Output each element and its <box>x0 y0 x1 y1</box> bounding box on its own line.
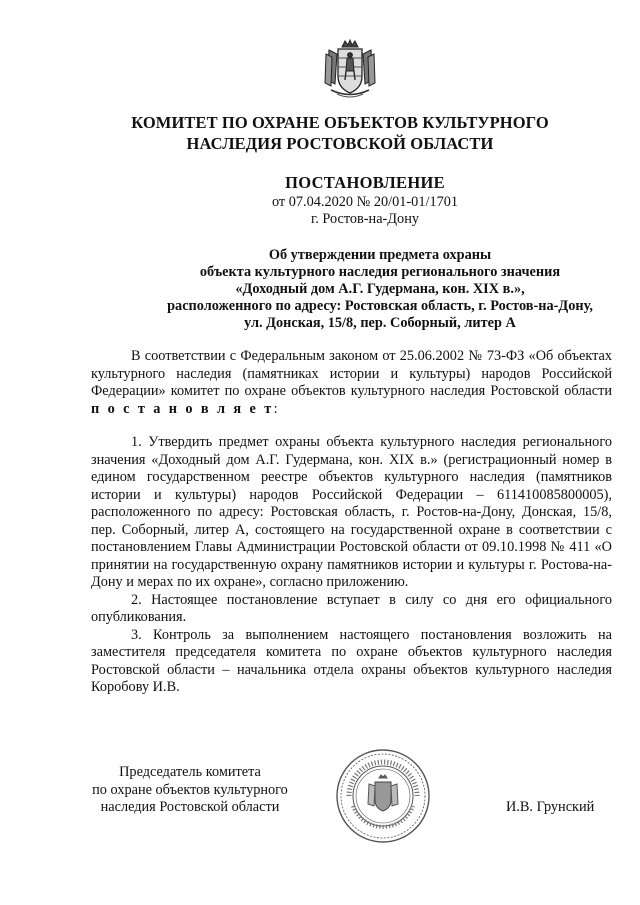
clause-2: 2. Настоящее постановление вступает в силу со дня его официального опубликования. <box>91 591 612 625</box>
agency-name-line2: НАСЛЕДИЯ РОСТОВСКОЙ ОБЛАСТИ <box>186 134 494 153</box>
agency-name-line1: КОМИТЕТ ПО ОХРАНЕ ОБЪЕКТОВ КУЛЬТУРНОГО <box>131 113 549 132</box>
signatory-name: И.В. Грунский <box>506 799 595 815</box>
signatory-title-line1: Председатель комитета <box>119 764 261 780</box>
signatory-title <box>90 764 290 817</box>
subject-line5: ул. Донская, 15/8, пер. Соборный, литер А <box>244 315 516 331</box>
document-date-number: от 07.04.2020 № 20/01-01/1701 <box>271 194 459 210</box>
preamble-colon: : <box>273 400 278 417</box>
clauses <box>91 434 612 697</box>
signatory-title-line3: наследия Ростовской области <box>100 799 280 815</box>
preamble-paragraph <box>91 348 612 418</box>
signatory-title-line2: по охране объектов культурного <box>92 781 288 798</box>
subject-line2: объекта культурного наследия регионального значения <box>199 264 561 280</box>
clause-3: 3. Контроль за выполнением настоящего постановления возложить на заместителя председателя комитета по охране объектов культурного наследия Ростовской области – начальника отдела охраны объектов культурного наследия Коробову И.В. <box>91 626 612 695</box>
document-type: ПОСТАНОВЛЕНИЕ <box>285 173 445 192</box>
decision-word: п о с т а н о в л я е т <box>91 400 274 417</box>
subject-line1: Об утверждении предмета охраны <box>268 247 492 263</box>
document-city: г. Ростов-на-Дону <box>310 211 420 227</box>
subject-line4: расположенного по адресу: Ростовская область, г. Ростов-на-Дону, <box>167 298 593 314</box>
preamble-text: В соответствии с Федеральным законом от 25.06.2002 № 73-ФЗ «Об объектах культурного наследия (памятниках истории и культуры) народов Российской Федерации» комитет по охране объектов культурного наследия Ростовской области <box>91 348 612 399</box>
official-seal-icon <box>335 748 431 844</box>
coat-of-arms-icon <box>323 38 377 100</box>
clause-1: 1. Утвердить предмет охраны объекта культурного наследия регионального значения «Доходный дом А.Г. Гудермана, кон. XIX в.» (регистрационный номер в едином государственном реестре объектов культурного наследия (памятников истории и культуры) народов Российской Федерации – 611410085800005), расположенного по адресу: Ростовская область, г. Ростов-на-Дону, Донская, 15/8, пер. Соборный, литер А, состоящего на государственной охране в соответствии с постановлением Главы Администрации Ростовской области от 09.10.1998 № 411 «О принятии на государственную охрану памятников истории и культуры г. Ростова-на-Дону и мерах по их охране», согласно приложению. <box>91 434 612 590</box>
subject-line3: «Доходный дом А.Г. Гудермана, кон. XIX в.», <box>235 281 525 297</box>
preamble <box>91 348 612 418</box>
